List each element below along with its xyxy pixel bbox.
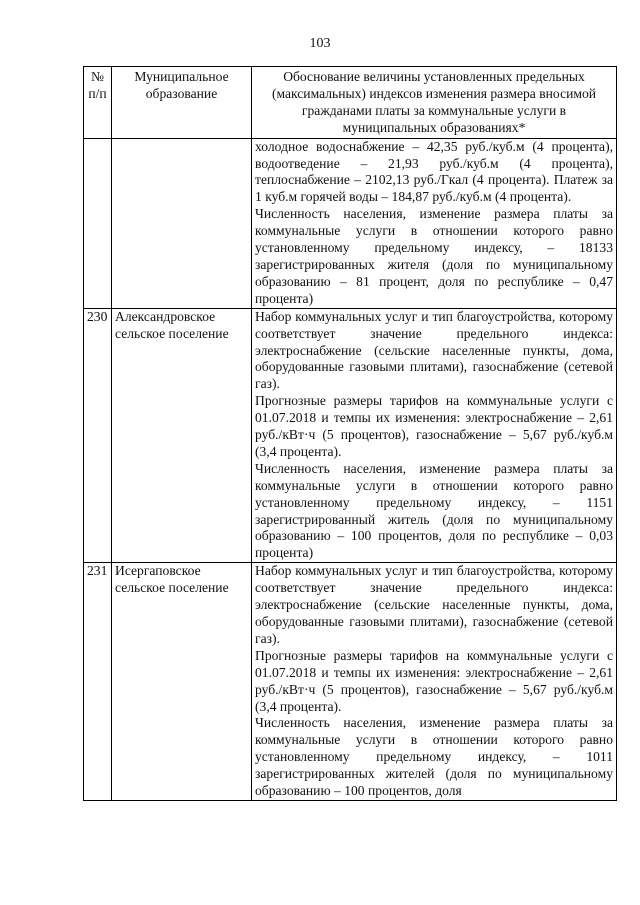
justification-paragraph: Численность населения, изменение размера платы за коммунальные услуги в отношении которого равно установленному предельному индексу, – 1011 зарегистрированных жителей (доля по муниципальному образованию – 100 процентов, доля: [255, 715, 613, 799]
justification-paragraph: Набор коммунальных услуг и тип благоустройства, которому соответствует значение предельного индекса: электроснабжение (сельские населенные пункты, дома, оборудованные газовыми плитами), газоснабжение (сетевой газ).: [255, 308, 613, 392]
justification-paragraph: холодное водоснабжение – 42,35 руб./куб.м (4 процента), водоотведение – 21,93 руб./куб.м (4 процента), теплоснабжение – 2102,13 руб./Гкал (4 процента). Платеж за 1 куб.м горячей воды – 184,87 руб./куб.м (4 процента).: [255, 138, 613, 205]
header-num: № п/п: [84, 67, 112, 139]
tariff-justification-table: [83, 66, 617, 801]
justification-paragraph: Численность населения, изменение размера платы за коммунальные услуги в отношении которого равно установленному предельному индексу, – 18133 зарегистрированных жителя (доля по муниципальному образованию – 81 процент, доля по республике – 0,47 процента): [255, 206, 613, 306]
justification-paragraph: Набор коммунальных услуг и тип благоустройства, которому соответствует значение предельного индекса: электроснабжение (сельские населенные пункты, дома, оборудованные газовыми плитами), газоснабжение (сетевой газ).: [255, 563, 613, 646]
justification-cell: [252, 563, 617, 801]
page-number: 103: [309, 36, 331, 51]
justification-cell: [252, 308, 617, 563]
justification-paragraph: Численность населения, изменение размера платы за коммунальные услуги в отношении которого равно установленному предельному индексу, – 1151 зарегистрированный житель (доля по муниципальному образованию – 100 процентов, доля по республике – 0,03 процента): [255, 460, 613, 561]
table-header-row: [84, 67, 617, 139]
justification-cell: [252, 138, 617, 308]
municipality-name: Александровское сельское поселение: [112, 308, 252, 563]
table-row: [84, 138, 617, 308]
row-number: 230: [84, 308, 112, 563]
municipality-name: Исергаповское сельское поселение: [112, 563, 252, 801]
row-number: [84, 138, 112, 308]
row-number: 231: [84, 563, 112, 801]
header-justification: Обоснование величины установленных предельных (максимальных) индексов изменения размера вносимой гражданами платы за коммунальные услуги в муниципальных образованиях*: [252, 67, 617, 139]
municipality-name: [112, 138, 252, 308]
justification-paragraph: Прогнозные размеры тарифов на коммунальные услуги с 01.07.2018 и темпы их изменения: электроснабжение – 2,61 руб./кВт·ч (5 процентов), газоснабжение – 5,67 руб./куб.м (3,4 процента).: [255, 393, 613, 459]
justification-paragraph: Прогнозные размеры тарифов на коммунальные услуги с 01.07.2018 и темпы их изменения: электроснабжение – 2,61 руб./кВт·ч (5 процентов), газоснабжение – 5,67 руб./куб.м (3,4 процента).: [255, 647, 613, 714]
table-row: [84, 308, 617, 563]
header-municipality: Муниципальное образование: [112, 67, 252, 139]
table-row: [84, 563, 617, 801]
